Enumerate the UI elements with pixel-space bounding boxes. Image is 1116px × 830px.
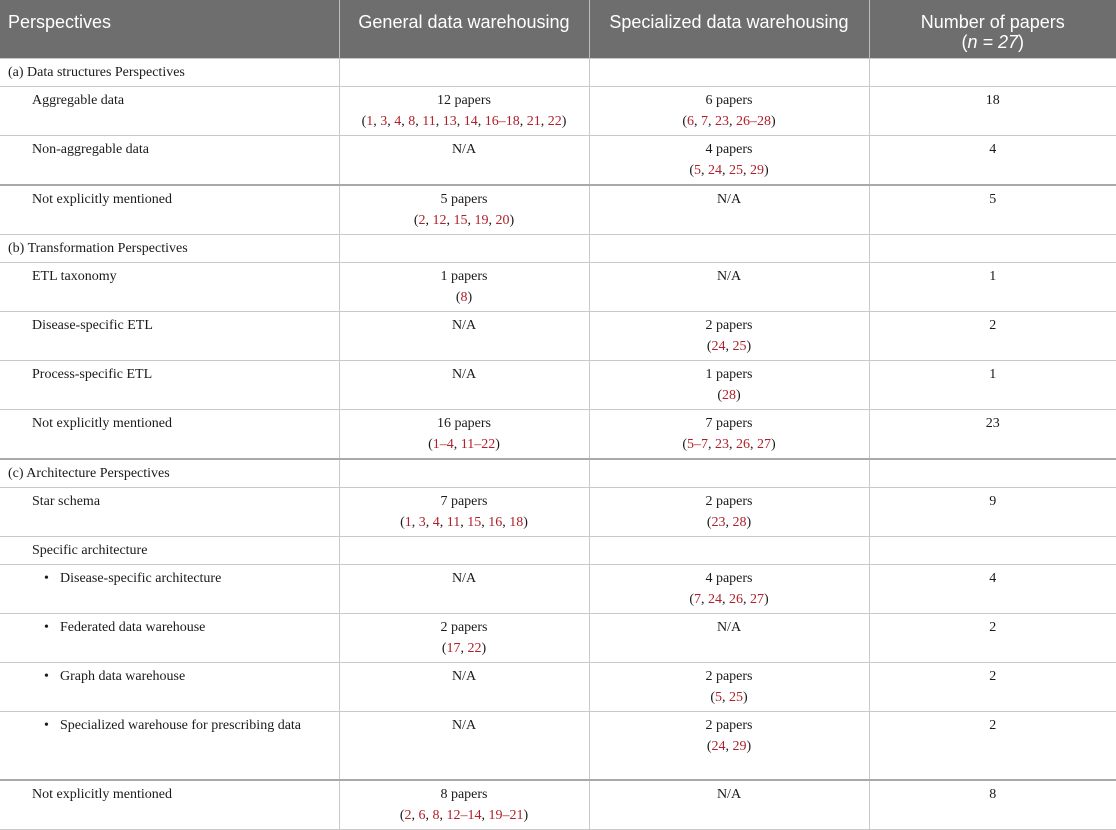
number-cell: 1	[869, 360, 1116, 409]
reference-list: (7, 24, 26, 27)	[689, 591, 769, 607]
number-cell: 4	[869, 564, 1116, 613]
table-row	[0, 135, 1116, 185]
bullet-icon: •	[44, 717, 49, 733]
paper-count: 4 papers	[705, 141, 753, 157]
reference-link[interactable]: 24	[708, 162, 722, 178]
paper-count: 6 papers	[705, 92, 753, 108]
reference-link[interactable]: 27	[757, 436, 771, 452]
paper-count: N/A	[451, 366, 477, 382]
reference-link[interactable]: 2	[404, 808, 412, 823]
reference-link[interactable]: 5	[715, 689, 722, 705]
number-cell: 2	[869, 711, 1116, 780]
header-n-label: n = 27	[967, 32, 1019, 52]
number-cell: 5	[869, 185, 1116, 235]
reference-link[interactable]: 1–4	[432, 436, 454, 452]
header-n-open: (	[961, 32, 968, 52]
empty-cell	[339, 58, 589, 86]
reference-link[interactable]: 28	[732, 514, 747, 530]
general-cell	[339, 86, 589, 135]
bullet-icon: •	[44, 570, 49, 586]
number-cell: 2	[869, 613, 1116, 662]
section-row	[0, 234, 1116, 262]
general-cell	[339, 360, 589, 409]
row-label	[0, 613, 339, 662]
reference-link[interactable]: 8	[408, 113, 416, 129]
number-cell: 4	[869, 135, 1116, 185]
general-cell	[339, 185, 589, 235]
row-label: Not explicitly mentioned	[0, 780, 339, 830]
reference-list: (28)	[717, 387, 741, 403]
reference-link[interactable]: 11–22	[460, 436, 496, 452]
reference-list: (8)	[455, 289, 473, 305]
general-cell	[339, 311, 589, 360]
empty-cell	[339, 234, 589, 262]
reference-link[interactable]: 11	[422, 113, 436, 129]
reference-list: (1, 3, 4, 11, 15, 16, 18)	[400, 514, 528, 530]
paper-count: 2 papers	[440, 619, 488, 635]
reference-list: (23, 28)	[706, 514, 752, 530]
table-row	[0, 185, 1116, 235]
reference-link[interactable]: 23	[715, 436, 729, 452]
paper-count: N/A	[716, 268, 742, 284]
paper-count: 1 papers	[705, 366, 753, 382]
paper-count: 16 papers	[436, 415, 492, 431]
reference-link[interactable]: 15	[453, 212, 468, 228]
header-number	[869, 0, 1116, 58]
reference-link[interactable]: 20	[495, 212, 510, 228]
row-label: Specific architecture	[0, 536, 339, 564]
reference-link[interactable]: 26–28	[736, 113, 771, 129]
row-label: Star schema	[0, 487, 339, 536]
general-cell	[339, 409, 589, 459]
row-label: Aggregable data	[0, 86, 339, 135]
reference-link[interactable]: 25	[732, 338, 747, 354]
bullet-label: Federated data warehouse	[60, 619, 206, 635]
row-label: Process-specific ETL	[0, 360, 339, 409]
reference-link[interactable]: 14	[463, 113, 478, 129]
empty-cell	[589, 536, 869, 564]
table-row	[0, 613, 1116, 662]
specialized-cell	[589, 487, 869, 536]
reference-link[interactable]: 12	[432, 212, 447, 228]
reference-link[interactable]: 25	[729, 162, 743, 178]
reference-link[interactable]: 4	[394, 113, 402, 129]
paper-count: N/A	[451, 668, 477, 684]
reference-link[interactable]: 7	[694, 591, 701, 607]
reference-list: (24, 25)	[706, 338, 752, 354]
reference-list: (24, 29)	[706, 738, 752, 754]
header-general: General data warehousing	[339, 0, 589, 58]
reference-link[interactable]: 5	[694, 162, 701, 178]
row-label	[0, 564, 339, 613]
empty-cell	[869, 234, 1116, 262]
header-n-close: )	[1018, 32, 1025, 52]
specialized-cell	[589, 311, 869, 360]
empty-cell	[339, 459, 589, 488]
reference-link[interactable]: 4	[432, 514, 440, 530]
table-row	[0, 564, 1116, 613]
reference-list: (6, 7, 23, 26–28)	[682, 113, 776, 129]
reference-link[interactable]: 12–14	[446, 808, 482, 823]
reference-link[interactable]: 26	[736, 436, 750, 452]
reference-link[interactable]: 24	[711, 338, 726, 354]
empty-cell	[869, 58, 1116, 86]
empty-cell	[589, 459, 869, 488]
specialized-cell	[589, 613, 869, 662]
reference-link[interactable]: 3	[418, 514, 426, 530]
paper-count: 5 papers	[440, 191, 488, 207]
row-label: ETL taxonomy	[0, 262, 339, 311]
general-cell	[339, 780, 589, 830]
row-label	[0, 711, 339, 780]
bullet-icon: •	[44, 668, 49, 684]
row-label	[0, 662, 339, 711]
number-cell: 8	[869, 780, 1116, 830]
general-cell	[339, 262, 589, 311]
number-cell: 1	[869, 262, 1116, 311]
reference-link[interactable]: 6	[687, 113, 694, 129]
general-cell	[339, 564, 589, 613]
reference-link[interactable]: 25	[729, 689, 743, 705]
reference-link[interactable]: 8	[460, 289, 468, 305]
paper-count: 12 papers	[436, 92, 492, 108]
empty-cell	[589, 234, 869, 262]
table-row	[0, 86, 1116, 135]
specialized-cell	[589, 262, 869, 311]
reference-list: (5, 25)	[710, 689, 748, 705]
reference-link[interactable]: 17	[446, 640, 461, 656]
paper-count: 4 papers	[705, 570, 753, 586]
table-row	[0, 662, 1116, 711]
bullet-label: Specialized warehouse for prescribing data	[60, 717, 302, 733]
reference-link[interactable]: 22	[547, 113, 562, 129]
reference-list: (2, 12, 15, 19, 20)	[413, 212, 515, 228]
reference-link[interactable]: 24	[708, 591, 722, 607]
paper-count: N/A	[451, 717, 477, 733]
reference-link[interactable]: 11	[446, 514, 461, 530]
table-row	[0, 409, 1116, 459]
paper-count: 2 papers	[705, 493, 753, 509]
row-label: Non-aggregable data	[0, 135, 339, 185]
empty-cell	[589, 58, 869, 86]
reference-link[interactable]: 3	[380, 113, 388, 129]
paper-count: N/A	[451, 141, 477, 157]
reference-link[interactable]: 23	[711, 514, 726, 530]
table-row	[0, 262, 1116, 311]
table-row	[0, 311, 1116, 360]
specialized-cell	[589, 711, 869, 780]
specialized-cell	[589, 564, 869, 613]
paper-count: 2 papers	[705, 717, 753, 733]
number-cell: 18	[869, 86, 1116, 135]
reference-list: (5–7, 23, 26, 27)	[682, 436, 776, 452]
empty-cell	[869, 536, 1116, 564]
empty-cell	[339, 536, 589, 564]
row-label: Disease-specific ETL	[0, 311, 339, 360]
section-row	[0, 536, 1116, 564]
header-perspectives: Perspectives	[0, 0, 339, 58]
row-label: Not explicitly mentioned	[0, 409, 339, 459]
paper-count: 1 papers	[440, 268, 488, 284]
table-row	[0, 780, 1116, 830]
bullet-label: Disease-specific architecture	[60, 570, 222, 586]
paper-count: N/A	[716, 191, 742, 207]
reference-list: (1, 3, 4, 8, 11, 13, 14, 16–18, 21, 22)	[361, 113, 567, 129]
reference-link[interactable]: 13	[442, 113, 457, 129]
general-cell	[339, 711, 589, 780]
specialized-cell	[589, 185, 869, 235]
header-specialized: Specialized data warehousing	[589, 0, 869, 58]
reference-link[interactable]: 1	[366, 113, 374, 129]
section-row	[0, 459, 1116, 488]
paper-count: N/A	[716, 619, 742, 635]
reference-list: (17, 22)	[441, 640, 487, 656]
table-header	[0, 0, 1116, 58]
paper-count: 8 papers	[440, 787, 488, 802]
empty-cell	[869, 459, 1116, 488]
table-row	[0, 487, 1116, 536]
section-row	[0, 58, 1116, 86]
number-cell: 2	[869, 662, 1116, 711]
paper-count: 2 papers	[705, 317, 753, 333]
reference-link[interactable]: 1	[404, 514, 412, 530]
paper-count: 7 papers	[440, 493, 488, 509]
table-body	[0, 58, 1116, 830]
row-label: (b) Transformation Perspectives	[0, 234, 339, 262]
table-row	[0, 360, 1116, 409]
reference-link[interactable]: 5–7	[687, 436, 708, 452]
row-label: (c) Architecture Perspectives	[0, 459, 339, 488]
reference-link[interactable]: 15	[467, 514, 482, 530]
number-cell: 23	[869, 409, 1116, 459]
reference-link[interactable]: 16	[488, 514, 503, 530]
row-label: Not explicitly mentioned	[0, 185, 339, 235]
reference-link[interactable]: 27	[750, 591, 764, 607]
specialized-cell	[589, 86, 869, 135]
paper-count: 7 papers	[705, 415, 753, 431]
reference-link[interactable]: 18	[509, 514, 524, 530]
specialized-cell	[589, 409, 869, 459]
row-label: (a) Data structures Perspectives	[0, 58, 339, 86]
specialized-cell	[589, 780, 869, 830]
reference-link[interactable]: 7	[701, 113, 708, 129]
bullet-icon: •	[44, 619, 49, 635]
reference-link[interactable]: 2	[418, 212, 426, 228]
reference-link[interactable]: 21	[526, 113, 541, 129]
paper-count: 2 papers	[705, 668, 753, 684]
reference-list: (2, 6, 8, 12–14, 19–21)	[399, 808, 529, 823]
reference-list: (5, 24, 25, 29)	[689, 162, 769, 178]
header-number-label: Number of papers	[920, 12, 1065, 32]
bullet-label: Graph data warehouse	[60, 668, 186, 684]
specialized-cell	[589, 135, 869, 185]
reference-link[interactable]: 19	[474, 212, 489, 228]
number-cell: 2	[869, 311, 1116, 360]
paper-count: N/A	[716, 787, 742, 802]
reference-list: (1–4, 11–22)	[428, 436, 500, 452]
paper-count: N/A	[451, 317, 477, 333]
specialized-cell	[589, 360, 869, 409]
specialized-cell	[589, 662, 869, 711]
general-cell	[339, 613, 589, 662]
reference-link[interactable]: 23	[715, 113, 729, 129]
reference-link[interactable]: 19–21	[488, 808, 524, 823]
paper-count: N/A	[451, 570, 477, 586]
reference-link[interactable]: 6	[418, 808, 426, 823]
general-cell	[339, 487, 589, 536]
general-cell	[339, 662, 589, 711]
reference-link[interactable]: 26	[729, 591, 743, 607]
number-cell: 9	[869, 487, 1116, 536]
reference-link[interactable]: 8	[432, 808, 440, 823]
table-row	[0, 711, 1116, 780]
reference-link[interactable]: 28	[722, 387, 736, 403]
reference-link[interactable]: 29	[732, 738, 747, 754]
reference-link[interactable]: 16–18	[484, 113, 520, 129]
reference-link[interactable]: 24	[711, 738, 726, 754]
reference-link[interactable]: 29	[750, 162, 764, 178]
reference-link[interactable]: 22	[467, 640, 482, 656]
general-cell	[339, 135, 589, 185]
